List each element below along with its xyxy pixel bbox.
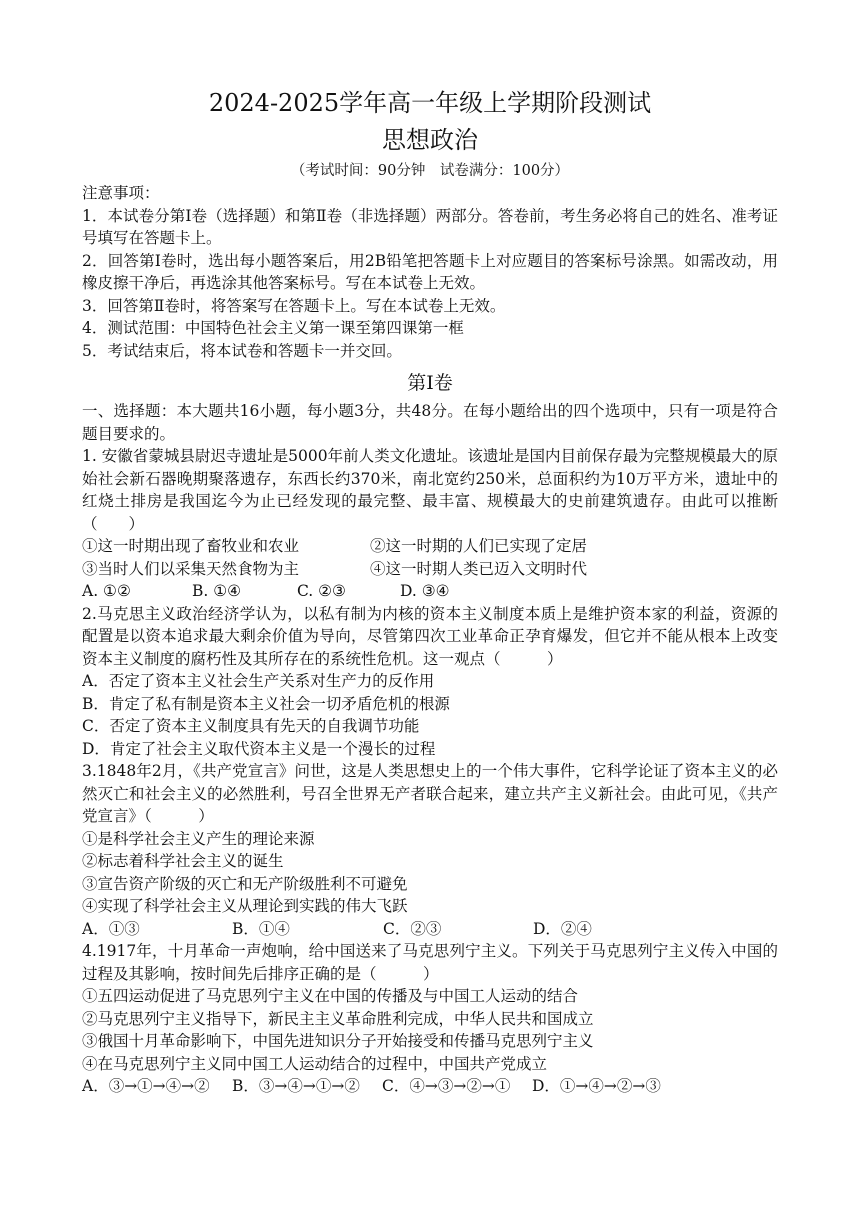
question-4 bbox=[82, 940, 778, 1098]
option-b: B. ①④ bbox=[192, 582, 242, 600]
statement: ④实现了科学社会主义从理论到实践的伟大飞跃 bbox=[82, 897, 408, 915]
option-c: C．②③ bbox=[383, 919, 442, 938]
options-row bbox=[82, 918, 778, 941]
option-d: D. ③④ bbox=[400, 582, 450, 600]
statement: ③俄国十月革命影响下，中国先进知识分子开始接受和传播马克思列宁主义 bbox=[82, 1032, 594, 1050]
note-item: 2．回答第Ⅰ卷时，选出每小题答案后，用2B铅笔把答题卡上对应题目的答案标号涂黑。如需改动，用橡皮擦干净后，再选涂其他答案标号。写在本试卷上无效。 bbox=[82, 251, 778, 292]
question-2 bbox=[82, 603, 778, 761]
option-a: A．①③ bbox=[82, 919, 140, 938]
question-stem: 4.1917年，十月革命一声炮响，给中国送来了马克思列宁主义。下列关于马克思列宁主义传入中国的过程及其影响，按时间先后排序正确的是（ ） bbox=[82, 942, 778, 983]
section-instructions: 一、选择题：本大题共16小题，每小题3分，共48分。在每小题给出的四个选项中，只有一项是符合题目要求的。 bbox=[82, 402, 778, 443]
statement-row bbox=[82, 535, 778, 558]
option-c: C. ②③ bbox=[297, 582, 346, 600]
statement: ①这一时期出现了畜牧业和农业 bbox=[82, 537, 300, 555]
statement: ③当时人们以采集天然食物为主 bbox=[82, 559, 300, 578]
subject-title: 思想政治 bbox=[382, 126, 478, 154]
statement: ④在马克思列宁主义同中国工人运动结合的过程中，中国共产党成立 bbox=[82, 1054, 548, 1073]
note-item: 1．本试卷分第Ⅰ卷（选择题）和第Ⅱ卷（非选择题）两部分。答卷前，考生务必将自己的姓名、准考证号填写在答题卡上。 bbox=[82, 206, 778, 247]
question-1 bbox=[82, 445, 778, 603]
question-stem: 2.马克思主义政治经济学认为，以私有制为内核的资本主义制度本质上是维护资本家的利益，资源的配置是以资本追求最大剩余价值为导向，尽管第四次工业革命正孕育爆发，但它并不能从根本上改变资本主义制度的腐朽性及其所存在的系统性危机。这一观点（ ） bbox=[82, 604, 778, 668]
statement: ①五四运动促进了马克思列宁主义在中国的传播及与中国工人运动的结合 bbox=[82, 987, 579, 1005]
exam-title: 2024-2025学年高一年级上学期阶段测试 bbox=[208, 89, 652, 117]
option-c: C．④→③→②→① bbox=[382, 1077, 511, 1095]
question-3 bbox=[82, 760, 778, 940]
statement: ④这一时期人类已迈入文明时代 bbox=[370, 559, 588, 578]
exam-info: （考试时间：90分钟 试卷满分：100分） bbox=[290, 163, 570, 179]
option-a: A. ①② bbox=[82, 582, 131, 600]
options-row bbox=[82, 1075, 778, 1098]
choice-c: C．否定了资本主义制度具有先天的自我调节功能 bbox=[82, 717, 420, 735]
statement: ②标志着科学社会主义的诞生 bbox=[82, 852, 284, 870]
options-row bbox=[82, 580, 778, 603]
statement: ③宣告资产阶级的灭亡和无产阶级胜利不可避免 bbox=[82, 874, 408, 893]
section-title: 第Ⅰ卷 bbox=[407, 372, 453, 394]
notes-heading: 注意事项： bbox=[82, 184, 160, 202]
option-b: B．③→④→①→② bbox=[232, 1077, 360, 1095]
note-item: 5．考试结束后，将本试卷和答题卡一并交回。 bbox=[82, 341, 402, 360]
option-b: B．①④ bbox=[232, 919, 290, 938]
choice-b: B．肯定了私有制是资本主义社会一切矛盾危机的根源 bbox=[82, 694, 450, 713]
choice-d: D．肯定了社会主义取代资本主义是一个漫长的过程 bbox=[82, 739, 436, 758]
option-d: D．②④ bbox=[533, 919, 592, 938]
question-stem: 1. 安徽省蒙城县尉迟寺遗址是5000年前人类文化遗址。该遗址是国内目前保存最为完整规模最大的原始社会新石器晚期聚落遗存，东西长约370米，南北宽约250米，总面积约为10万平方米，遗址中的红烧土排房是我国迄今为止已经发现的最完整、最丰富、规模最大的史前建筑遗存。由此可以推断（ ） bbox=[82, 447, 778, 533]
statement: ②这一时期的人们已实现了定居 bbox=[370, 537, 588, 555]
exam-page bbox=[82, 86, 778, 1098]
option-a: A．③→①→④→② bbox=[82, 1077, 210, 1095]
statement: ①是科学社会主义产生的理论来源 bbox=[82, 829, 315, 848]
statement: ②马克思列宁主义指导下，新民主主义革命胜利完成，中华人民共和国成立 bbox=[82, 1009, 594, 1028]
note-item: 4．测试范围：中国特色社会主义第一课至第四课第一框 bbox=[82, 319, 464, 337]
option-d: D．①→④→②→③ bbox=[532, 1077, 661, 1095]
question-stem: 3.1848年2月，《共产党宣言》问世，这是人类思想史上的一个伟大事件，它科学论证了资本主义的必然灭亡和社会主义的必然胜利，号召全世界无产者联合起来，建立共产主义新社会。由此可见，《共产党宣言》（ ） bbox=[82, 762, 778, 825]
notes-section bbox=[82, 182, 778, 362]
choice-a: A．否定了资本主义社会生产关系对生产力的反作用 bbox=[82, 672, 435, 690]
note-item: 3．回答第Ⅱ卷时，将答案写在答题卡上。写在本试卷上无效。 bbox=[82, 296, 506, 315]
statement-row bbox=[82, 558, 778, 581]
